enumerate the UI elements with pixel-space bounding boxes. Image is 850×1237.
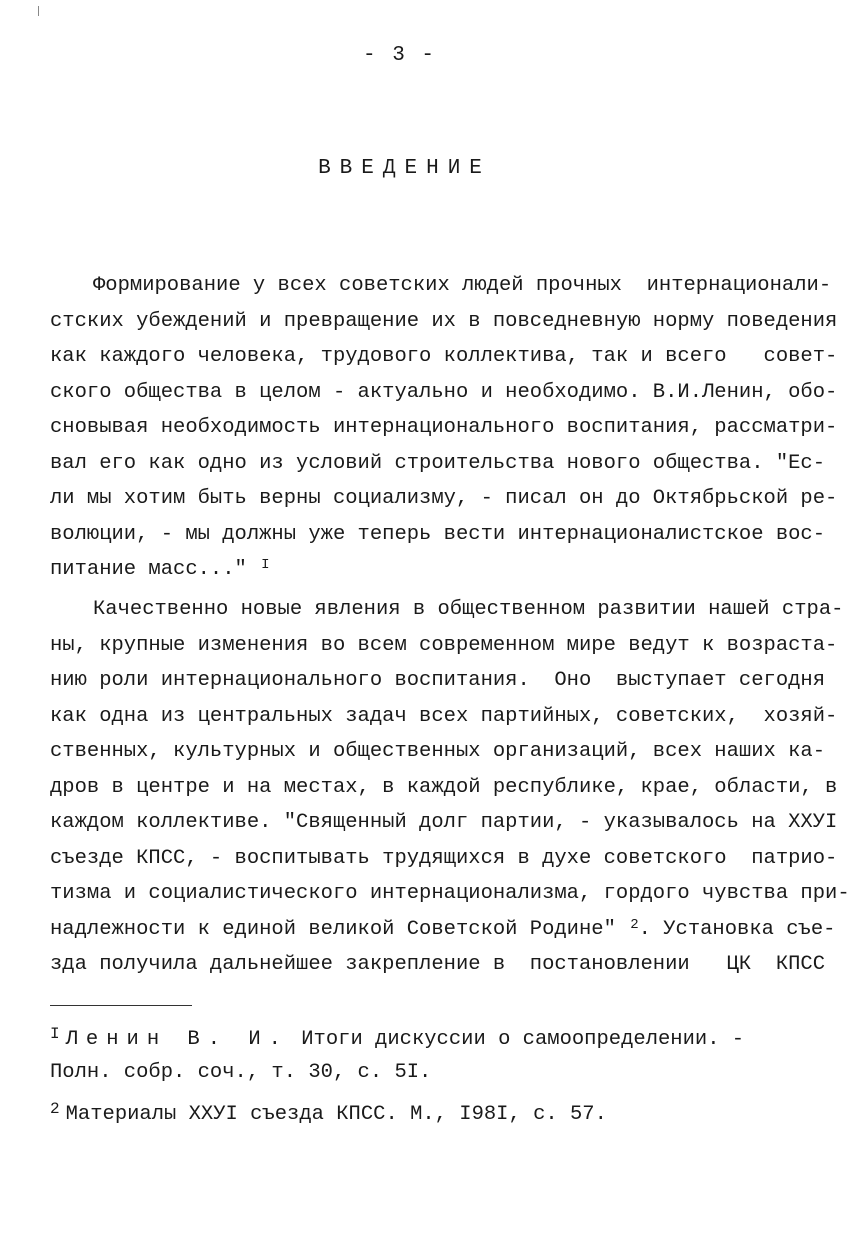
text-line: ского общества в целом - актуально и необходимо. В.И.Ленин, обо- <box>50 380 838 404</box>
footnote-text: Итоги дискуссии о самоопределении. - <box>288 1028 745 1051</box>
text-line: зда получила дальнейшее закрепление в постановлении ЦК КПСС <box>50 953 826 976</box>
text-line: сновывая необходимость интернационального воспитания, рассматри- <box>50 416 838 439</box>
text-line: каждом коллективе. "Священный долг партии, - указывалось на ХХУI <box>50 811 838 834</box>
text-line: вал его как одно из условий строительства нового общества. "Ес- <box>50 451 826 475</box>
text-line: съезде КПСС, - воспитывать трудящихся в духе советского патрио- <box>50 846 838 870</box>
paragraph-1 <box>50 268 838 588</box>
text-line: тизма и социалистического интернационализма, гордого чувства при- <box>50 882 850 905</box>
footnote-separator <box>50 1005 192 1006</box>
text-line <box>50 552 750 588</box>
footnote-1-continuation: Полн. собр. соч., т. 30, с. 5I. <box>50 1061 432 1084</box>
text-line: Качественно новые явления в общественном развитии нашей стра- <box>93 598 844 621</box>
page-number: - 3 - <box>362 44 436 67</box>
footnote-1 <box>50 1023 770 1056</box>
paragraph-2 <box>50 592 850 983</box>
text-fragment: . Установка съе- <box>638 917 836 941</box>
text-line: как каждого человека, трудового коллектива, так и всего совет- <box>50 345 838 368</box>
footnote-reference: 2 <box>630 916 639 933</box>
text-line <box>50 912 836 948</box>
text-line: волюции, - мы должны уже теперь вести интернационалистское вос- <box>50 522 826 546</box>
text-line: Формирование у всех советских людей прочных интернационали- <box>93 274 832 297</box>
text-fragment: питание масс..." <box>50 558 247 581</box>
text-line: как одна из центральных задач всех партийных, советских, хозяй- <box>50 704 838 728</box>
text-line: ли мы хотим быть верны социализму, - писал он до Октябрьской ре- <box>50 487 838 510</box>
footnote-mark: I <box>50 1025 60 1043</box>
scan-mark <box>38 6 39 16</box>
section-heading: ВВЕДЕНИЕ <box>318 157 491 180</box>
footnote-text: Материалы ХХУI съезда КПСС. М., I98I, с. 57. <box>65 1103 607 1126</box>
text-line: дров в центре и на местах, в каждой республике, крае, области, в <box>50 775 838 799</box>
text-line: ственных, культурных и общественных организаций, всех наших ка- <box>50 740 826 763</box>
text-line: стских убеждений и превращение их в повседневную норму поведения <box>50 309 838 333</box>
footnote-reference: I <box>261 557 270 573</box>
footnote-mark: 2 <box>50 1100 60 1118</box>
footnote-author: Ленин В. И. <box>65 1028 289 1051</box>
text-line: нию роли интернационального воспитания. Оно выступает сегодня <box>50 669 826 692</box>
footnote-2 <box>50 1098 770 1131</box>
text-line: ны, крупные изменения во всем современном мире ведут к возраста- <box>50 633 838 657</box>
footnotes <box>50 1023 770 1131</box>
text-fragment: надлежности к единой великой Советской Родине" <box>50 917 616 941</box>
